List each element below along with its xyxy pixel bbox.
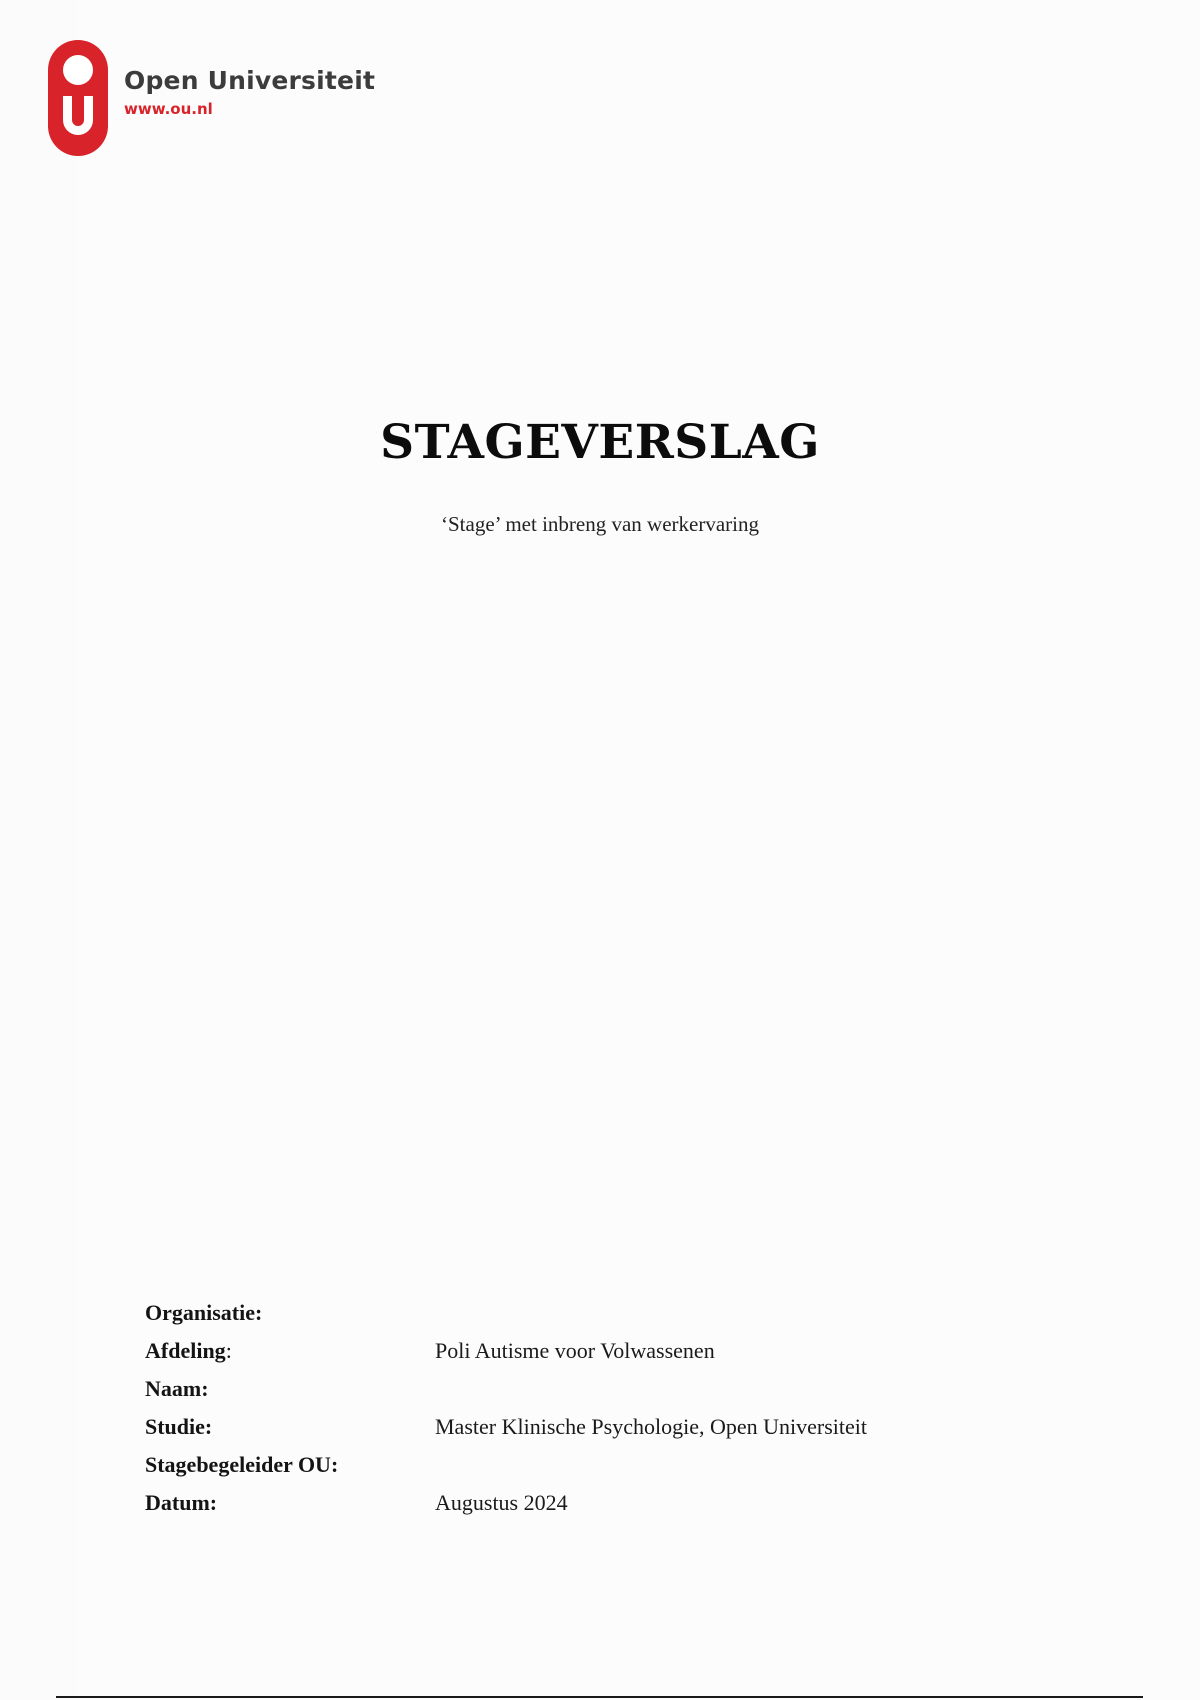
detail-row-stagebegeleider [145,1452,1045,1490]
detail-row-afdeling [145,1338,1045,1376]
page-margin-shade [0,0,78,1700]
ou-logo-icon [46,38,110,158]
detail-row-naam [145,1376,1045,1414]
detail-label: Datum: [145,1490,218,1515]
detail-label: Studie: [145,1414,213,1439]
detail-value: Poli Autisme voor Volwassenen [435,1338,715,1363]
detail-row-studie [145,1414,1045,1452]
detail-label: Naam: [145,1376,209,1401]
detail-row-organisatie [145,1300,1045,1338]
logo-wordmark: Open Universiteit [124,66,376,95]
logo-url: www.ou.nl [124,100,213,118]
detail-label: Afdeling: [145,1338,232,1363]
detail-value: Augustus 2024 [435,1490,568,1515]
detail-label: Stagebegeleider OU: [145,1452,339,1477]
detail-label: Organisatie: [145,1300,263,1325]
document-title: STAGEVERSLAG [380,415,820,470]
bottom-divider [56,1696,1143,1698]
document-subtitle: ‘Stage’ met inbreng van werkervaring [441,512,759,536]
details-table [145,1300,1045,1528]
university-logo [46,38,376,158]
detail-row-datum [145,1490,1045,1528]
detail-value: Master Klinische Psychologie, Open Universiteit [435,1414,867,1439]
